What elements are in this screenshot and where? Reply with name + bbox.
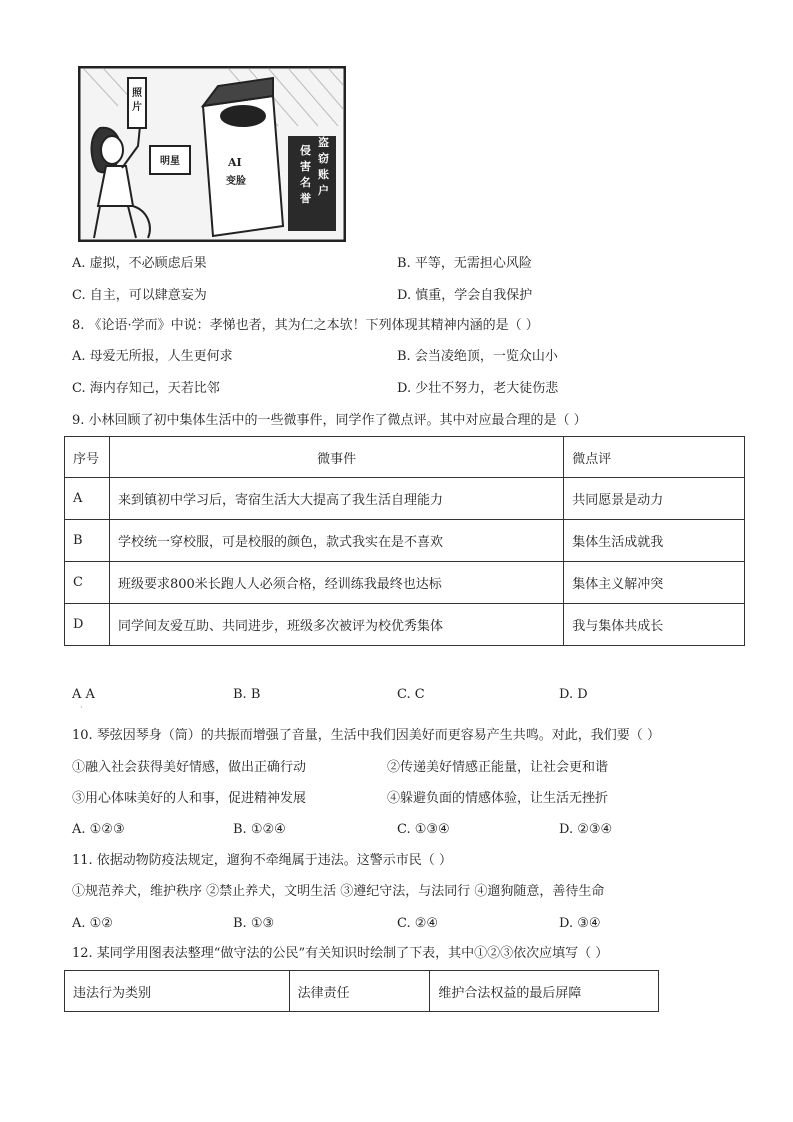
q12-table <box>64 970 659 1012</box>
q8-stem: 8. 《论语·学而》中说：孝悌也者，其为仁之本欤！下列体现其精神内涵的是（ ） <box>72 318 539 333</box>
photo-label-2: 片 <box>132 102 142 113</box>
table-cell: 集体主义解冲突 <box>564 562 745 604</box>
q11-option-b: B. ①③ <box>233 916 275 931</box>
q10-item-2: ②传递美好情感正能量，让社会更和谐 <box>387 760 609 775</box>
q9-option-c: C. C <box>397 687 425 702</box>
face-change-label: 变脸 <box>226 176 246 187</box>
warning-signs <box>288 135 336 231</box>
table-row <box>65 604 745 646</box>
svg-text:害: 害 <box>300 160 311 173</box>
table-cell: 我与集体共成长 <box>564 604 745 646</box>
table-header-row <box>65 437 745 478</box>
q9-stem: 9. 小林回顾了初中集体生活中的一些微事件，同学作了微点评。其中对应最合理的是（ ） <box>72 413 587 428</box>
q10-item-4: ④躲避负面的情感体验，让生活无挫折 <box>387 791 609 806</box>
svg-text:誉: 誉 <box>300 192 311 205</box>
table-row <box>65 478 745 520</box>
q7-option-b: B. 平等，无需担心风险 <box>397 256 532 271</box>
q10-item-3: ③用心体味美好的人和事，促进精神发展 <box>72 791 307 806</box>
header-cell: 微事件 <box>109 437 563 478</box>
q10-stem: 10. 琴弦因琴身（筒）的共振而增强了音量，生活中我们因美好而更容易产生共鸣。对此，我们要（ ） <box>72 728 660 743</box>
table-cell: C <box>65 562 110 604</box>
q9-option-b: B. B <box>233 687 261 702</box>
q8-option-d: D. 少壮不努力，老大徒伤悲 <box>397 381 559 396</box>
table-cell: 来到镇初中学习后，寄宿生活大大提高了我生活自理能力 <box>109 478 563 520</box>
sign-left-1: 侵 <box>300 144 311 157</box>
q7-option-a: A. 虚拟，不必顾虑后果 <box>72 256 207 271</box>
table-cell: 集体生活成就我 <box>564 520 745 562</box>
ai-label: AI <box>228 156 242 169</box>
table-cell: D <box>65 604 110 646</box>
svg-text:名: 名 <box>300 176 311 189</box>
ai-machine <box>203 78 283 236</box>
q11-items: ①规范养犬，维护秩序 ②禁止养犬，文明生活 ③遵纪守法，与法同行 ④遛狗随意，善待生命 <box>72 884 605 899</box>
q8-option-b: B. 会当凌绝顶，一览众山小 <box>397 349 558 364</box>
q9-option-d: D. D <box>559 687 588 702</box>
q10-option-a: A. ①②③ <box>72 822 125 837</box>
table-cell: 班级要求800米长跑人人必须合格，经训练我最终也达标 <box>109 562 563 604</box>
star-label: 明星 <box>160 156 180 167</box>
table-cell: 违法行为类别 <box>65 971 290 1012</box>
q10-option-b: B. ①②④ <box>233 822 286 837</box>
q7-option-c: C. 自主，可以肆意妄为 <box>72 288 207 303</box>
q9-option-a: A A <box>72 687 95 702</box>
sign-right-1: 盗 <box>318 136 329 149</box>
svg-text:账: 账 <box>318 168 329 181</box>
q9-table <box>64 436 745 646</box>
q10-option-c: C. ①③④ <box>397 822 450 837</box>
table-row <box>65 520 745 562</box>
q11-option-c: C. ②④ <box>397 916 439 931</box>
q10-option-d: D. ②③④ <box>559 822 613 837</box>
svg-text:户: 户 <box>318 184 329 197</box>
header-cell: 序号 <box>65 437 110 478</box>
table-cell: 学校统一穿校服，可是校服的颜色，款式我实在是不喜欢 <box>109 520 563 562</box>
q7-option-d: D. 慎重，学会自我保护 <box>397 288 533 303</box>
svg-text:窃: 窃 <box>318 152 329 165</box>
q8-option-a: A. 母爱无所报，人生更何求 <box>72 349 233 364</box>
stray-dot: · <box>80 703 83 712</box>
table-row <box>65 971 659 1012</box>
q8-option-c: C. 海内存知己，天若比邻 <box>72 381 220 396</box>
table-cell: 法律责任 <box>289 971 430 1012</box>
q11-option-a: A. ①② <box>72 916 113 931</box>
q10-item-1: ①融入社会获得美好情感，做出正确行动 <box>72 760 307 775</box>
photo-label-1: 照 <box>132 88 142 99</box>
q11-stem: 11. 依据动物防疫法规定，遛狗不牵绳属于违法。这警示市民（ ） <box>72 853 452 868</box>
table-cell: 维护合法权益的最后屏障 <box>430 971 659 1012</box>
q12-stem: 12. 某同学用图表法整理“做守法的公民”有关知识时绘制了下表，其中①②③依次应填写（ ） <box>72 946 609 961</box>
table-cell: B <box>65 520 110 562</box>
table-cell: 同学间友爱互助、共同进步，班级多次被评为校优秀集体 <box>109 604 563 646</box>
header-cell: 微点评 <box>564 437 745 478</box>
table-cell: A <box>65 478 110 520</box>
table-row <box>65 562 745 604</box>
cartoon-illustration <box>78 66 346 242</box>
table-cell: 共同愿景是动力 <box>564 478 745 520</box>
q11-option-d: D. ③④ <box>559 916 601 931</box>
